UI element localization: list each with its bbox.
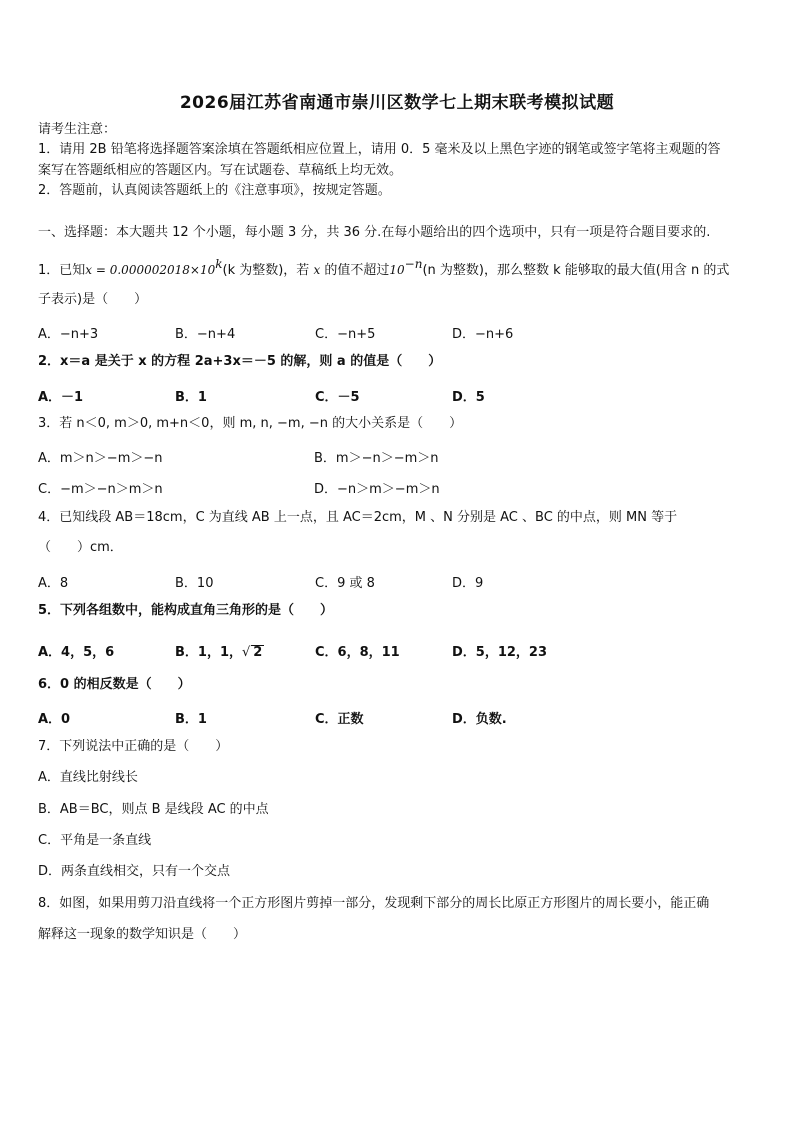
- question-5-options: [38, 641, 758, 660]
- q7-option-a[interactable]: A．直线比射线长: [38, 770, 138, 785]
- q7-option-b[interactable]: B．AB＝BC，则点 B 是线段 AC 的中点: [38, 802, 269, 817]
- notice-item-1-line-1: 1．请用 2B 铅笔将选择题答案涂填在答题纸相应位置上，请用 0．5 毫米及以上黑色字迹的钢笔或签字笔将主观题的答: [38, 142, 721, 157]
- q4-option-b[interactable]: B．10: [175, 576, 214, 591]
- q6-option-c[interactable]: C．正数: [315, 712, 364, 727]
- question-3-stem: 3．若 n＜0, m＞0, m+n＜0，则 m, n, −m, −n 的大小关系是（ ）: [38, 416, 463, 431]
- notice-item-2: 2．答题前，认真阅读答题纸上的《注意事项》，按规定答题。: [38, 183, 391, 198]
- question-4-stem: 4．已知线段 AB＝18cm，C 为直线 AB 上一点，且 AC＝2cm，M 、N 分别是 AC 、BC 的中点，则 MN 等于: [38, 510, 678, 525]
- question-5-stem: 5．下列各组数中，能构成直角三角形的是（ ）: [38, 603, 334, 618]
- q1-text-2: (k 为整数)，若: [222, 263, 314, 278]
- q4-option-d[interactable]: D．9: [452, 576, 484, 591]
- q7-option-d[interactable]: D．两条直线相交，只有一个交点: [38, 864, 231, 879]
- question-8-line-2: 解释这一现象的数学知识是（ ）: [38, 927, 247, 942]
- q6-option-d[interactable]: D．负数.: [452, 712, 507, 727]
- q2-option-b[interactable]: B．1: [175, 390, 207, 405]
- q6-option-b[interactable]: B．1: [175, 712, 207, 727]
- question-7-stem: 7．下列说法中正确的是（ ）: [38, 739, 229, 754]
- notice-item-1-line-2: 案写在答题纸相应的答题区内。写在试题卷、草稿纸上均无效。: [38, 163, 403, 178]
- q1-text-4: (n 为整数)，那么整数 k 能够取的最大值(用含 n 的式: [422, 263, 730, 278]
- question-6-stem: 6．0 的相反数是（ ）: [38, 677, 191, 692]
- question-3-options-row-2: [38, 478, 758, 497]
- q5-option-d[interactable]: D．5，12，23: [452, 645, 548, 660]
- q3-option-d[interactable]: D．−n＞m＞−m＞n: [314, 482, 440, 497]
- section-1-heading: 一、选择题：本大题共 12 个小题，每小题 3 分，共 36 分.在每小题给出的四个选项中，只有一项是符合题目要求的.: [38, 225, 711, 240]
- q5-option-b[interactable]: B．1，1，√ 2: [175, 645, 263, 660]
- question-1-options: [38, 323, 758, 342]
- q6-option-a[interactable]: A．0: [38, 712, 71, 727]
- q5-option-b-radicand: 2: [253, 645, 263, 660]
- question-2-stem: 2．x＝a 是关于 x 的方程 2a+3x＝－5 的解，则 a 的值是（ ）: [38, 354, 442, 369]
- question-6-options: [38, 708, 758, 727]
- page-title: 2026届江苏省南通市崇川区数学七上期末联考模拟试题: [179, 93, 615, 113]
- q5-option-a[interactable]: A．4，5，6: [38, 645, 115, 660]
- q1-expression-2: 10: [389, 263, 405, 277]
- q1-option-d[interactable]: D．−n+6: [452, 327, 514, 342]
- question-1-line-1: [38, 256, 758, 279]
- q7-option-c[interactable]: C．平角是一条直线: [38, 833, 152, 848]
- q4-option-a[interactable]: A．8: [38, 576, 69, 591]
- q2-option-d[interactable]: D．5: [452, 390, 485, 405]
- q1-option-b[interactable]: B．−n+4: [175, 327, 236, 342]
- q1-text-3: 的值不超过: [320, 263, 390, 278]
- q1-option-c[interactable]: C．−n+5: [315, 327, 376, 342]
- question-1-line-2: 子表示)是（ ）: [38, 292, 148, 307]
- q5-option-c[interactable]: C．6，8，11: [315, 645, 400, 660]
- q5-option-b-label: B．1，1，: [175, 645, 242, 660]
- q1-exponent-2: −n: [404, 257, 423, 271]
- q3-option-b[interactable]: B．m＞−n＞−m＞n: [314, 451, 439, 466]
- q2-option-a[interactable]: A．－1: [38, 390, 84, 405]
- q1-option-a[interactable]: A．−n+3: [38, 327, 99, 342]
- question-4-line-2: （ ）cm．: [38, 540, 123, 555]
- notice-heading: 请考生注意：: [38, 122, 117, 137]
- q1-exponent-1: k: [215, 257, 223, 271]
- q3-option-a[interactable]: A．m＞n＞−m＞−n: [38, 451, 163, 466]
- q3-option-c[interactable]: C．−m＞−n＞m＞n: [38, 482, 163, 497]
- q1-text-1: 1．已知: [38, 263, 86, 278]
- question-2-options: [38, 386, 758, 405]
- q1-expression-1: x = 0.000002018×10: [85, 263, 216, 277]
- question-3-options-row-1: [38, 447, 758, 466]
- q2-option-c[interactable]: C．－5: [315, 390, 360, 405]
- q4-option-c[interactable]: C．9 或 8: [315, 576, 375, 591]
- q1-variable: x: [313, 263, 321, 277]
- question-8-line-1: 8．如图，如果用剪刀沿直线将一个正方形图片剪掉一部分，发现剩下部分的周长比原正方形图片的周长要小，能正确: [38, 896, 710, 911]
- question-4-options: [38, 572, 758, 591]
